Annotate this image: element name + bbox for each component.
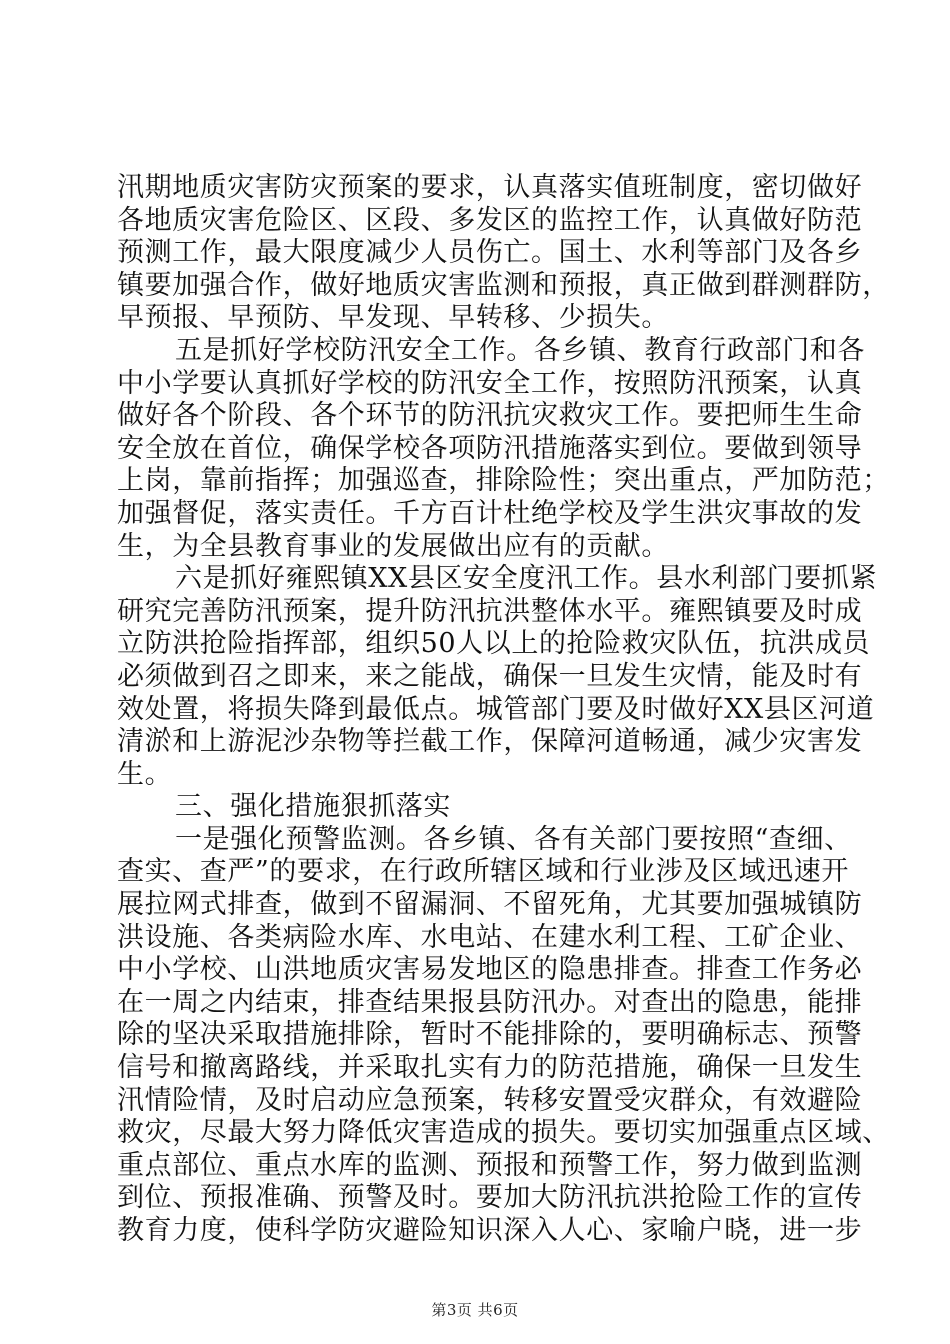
text-line: 生，为全县教育事业的发展做出应有的贡献。 (117, 530, 669, 562)
text-line: 加强督促，落实责任。千方百计杜绝学校及学生洪灾事故的发 (117, 497, 863, 529)
paragraph-first-line: 五是抓好学校防汛安全工作。各乡镇、教育行政部门和各 (175, 334, 865, 366)
text-line: 展拉网式排查，做到不留漏洞、不留死角，尤其要加强城镇防 (117, 889, 863, 921)
text-line: 除的坚决采取措施排除，暂时不能排除的，要明确标志、预警 (117, 1019, 863, 1051)
text-line: 早预报、早预防、早发现、早转移、少损失。 (117, 302, 669, 334)
text-line: 在一周之内结束，排查结果报县防汛办。对查出的隐患，能排 (117, 986, 863, 1018)
page-footer: 第3页 共6页 (431, 1301, 519, 1319)
text-line: 教育力度，使科学防灾避险知识深入人心、家喻户晓，进一步 (117, 1215, 863, 1246)
text-line: 汛情险情，及时启动应急预案，转移安置受灾群众，有效避险 (117, 1084, 863, 1116)
text-line: 效处置，将损失降到最低点。城管部门要及时做好XX县区河道 (117, 693, 875, 725)
text-line: 到位、预报准确、预警及时。要加大防汛抗洪抢险工作的宣传 (117, 1182, 863, 1214)
text-line: 救灾，尽最大努力降低灾害造成的损失。要切实加强重点区域、 (117, 1117, 890, 1149)
text-line: 上岗，靠前指挥；加强巡查，排除险性；突出重点，严加防范； (117, 465, 890, 497)
text-line: 安全放在首位，确保学校各项防汛措施落实到位。要做到领导 (117, 432, 863, 464)
text-line: 信号和撤离路线，并采取扎实有力的防范措施，确保一旦发生 (117, 1052, 863, 1084)
text-line: 立防洪抢险指挥部，组织50人以上的抢险救灾队伍，抗洪成员 (117, 628, 871, 660)
document-body (117, 172, 890, 1248)
text-line: 清淤和上游泥沙杂物等拦截工作，保障河道畅通，减少灾害发 (117, 726, 863, 758)
text-line: 中小学要认真抓好学校的防汛安全工作，按照防汛预案，认真 (117, 367, 863, 399)
text-line: 洪设施、各类病险水库、水电站、在建水利工程、工矿企业、 (117, 921, 863, 953)
text-line: 汛期地质灾害防灾预案的要求，认真落实值班制度，密切做好 (117, 172, 863, 203)
text-line: 做好各个阶段、各个环节的防汛抗灾救灾工作。要把师生生命 (117, 400, 863, 432)
text-line: 生。 (117, 758, 173, 790)
text-line: 预测工作，最大限度减少人员伤亡。国土、水利等部门及各乡 (117, 237, 863, 269)
text-line: 镇要加强合作，做好地质灾害监测和预报，真正做到群测群防， (117, 269, 890, 301)
paragraph-first-line: 六是抓好雍熙镇XX县区安全度汛工作。县水利部门要抓紧 (175, 563, 878, 595)
section-heading: 三、强化措施狠抓落实 (175, 791, 451, 823)
text-line: 研究完善防汛预案，提升防汛抗洪整体水平。雍熙镇要及时成 (117, 595, 863, 627)
text-line: 查实、查严”的要求，在行政所辖区域和行业涉及区域迅速开 (117, 856, 850, 888)
text-line: 必须做到召之即来，来之能战，确保一旦发生灾情，能及时有 (117, 660, 863, 692)
text-line: 重点部位、重点水库的监测、预报和预警工作，努力做到监测 (117, 1149, 863, 1181)
text-line: 各地质灾害危险区、区段、多发区的监控工作，认真做好防范 (117, 204, 863, 236)
text-line: 中小学校、山洪地质灾害易发地区的隐患排查。排查工作务必 (117, 954, 863, 986)
paragraph-first-line: 一是强化预警监测。各乡镇、各有关部门要按照“查细、 (175, 823, 852, 855)
